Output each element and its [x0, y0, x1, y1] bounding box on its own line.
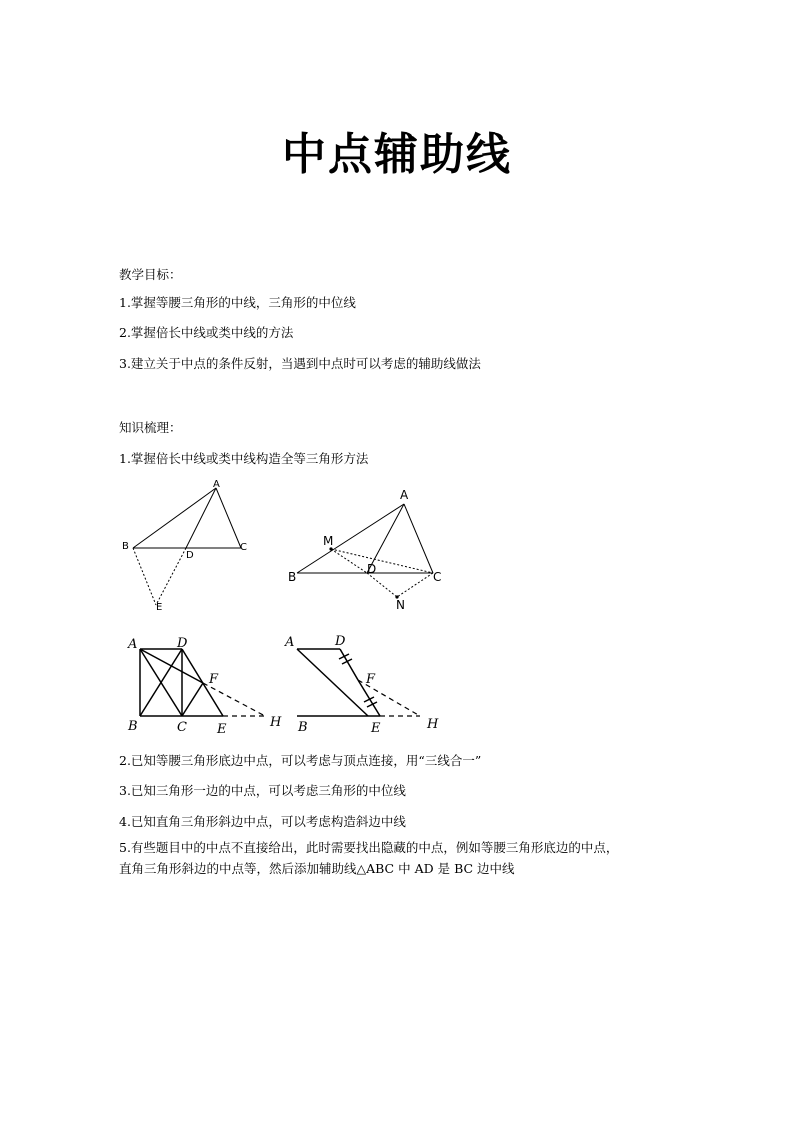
figure-midline-trapezoid: [282, 632, 452, 740]
label-e: E: [371, 721, 381, 736]
objective-item: 1.掌握等腰三角形的中线，三角形的中位线: [119, 295, 356, 310]
objective-item: 2.掌握倍长中线或类中线的方法: [119, 325, 294, 340]
label-e: E: [156, 602, 163, 613]
label-d: D: [186, 550, 194, 561]
label-b: B: [122, 541, 129, 552]
knowledge-item: 1.掌握倍长中线或类中线构造全等三角形方法: [119, 451, 369, 466]
knowledge-item: 5.有些题目中的中点不直接给出，此时需要找出隐藏的中点，例如等腰三角形底边的中点，: [119, 840, 619, 855]
label-f: F: [366, 672, 376, 687]
label-h: H: [427, 717, 439, 732]
label-c: C: [433, 570, 442, 584]
label-b: B: [128, 719, 138, 734]
label-d: D: [335, 634, 346, 649]
knowledge-item: 3.已知三角形一边的中点，可以考虑三角形的中位线: [119, 783, 406, 798]
knowledge-heading: 知识梳理：: [119, 420, 182, 435]
label-b: B: [288, 570, 297, 584]
label-b: B: [298, 720, 308, 735]
label-m: M: [323, 534, 334, 548]
label-d: D: [177, 636, 188, 651]
label-a: A: [285, 635, 295, 650]
label-d: D: [367, 562, 377, 576]
figure-midline-square: [120, 632, 290, 740]
label-c: C: [240, 542, 247, 553]
label-a: A: [213, 479, 220, 490]
label-h: H: [270, 715, 282, 730]
knowledge-item: 4.已知直角三角形斜边中点，可以考虑构造斜边中线: [119, 814, 406, 829]
knowledge-item-continuation: 直角三角形斜边的中点等，然后添加辅助线△ABC 中 AD 是 BC 边中线: [119, 861, 515, 876]
objectives-heading: 教学目标：: [119, 267, 182, 282]
page-title: 中点辅助线: [282, 129, 512, 180]
figure-median-doubling-1: [118, 478, 258, 613]
label-c: C: [177, 720, 187, 735]
label-a: A: [400, 488, 409, 502]
label-n: N: [396, 598, 405, 612]
objective-item: 3.建立关于中点的条件反射，当遇到中点时可以考虑的辅助线做法: [119, 356, 481, 371]
figure-median-doubling-2: [285, 484, 445, 614]
knowledge-item: 2.已知等腰三角形底边中点，可以考虑与顶点连接，用“三线合一”: [119, 753, 482, 768]
label-f: F: [209, 672, 219, 687]
label-a: A: [128, 637, 138, 652]
label-e: E: [217, 722, 227, 737]
